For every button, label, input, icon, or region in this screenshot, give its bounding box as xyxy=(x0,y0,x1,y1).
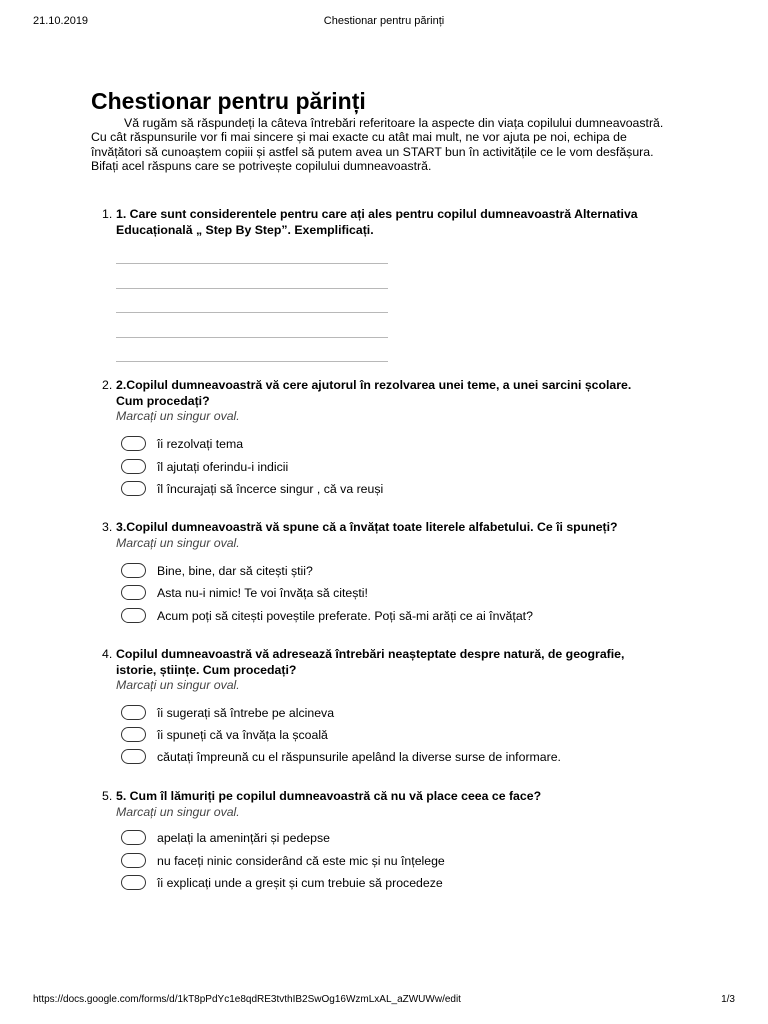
radio-option[interactable] xyxy=(0,875,768,893)
question-text: 1. Care sunt considerentele pentru care ați ales pentru copilul dumneavoastră Alternativa Educațională „ Step By Step”. Exemplificați. xyxy=(116,207,638,237)
answer-line[interactable] xyxy=(116,337,388,338)
radio-oval[interactable] xyxy=(121,436,146,451)
radio-option[interactable] xyxy=(0,585,768,603)
radio-option[interactable] xyxy=(0,436,768,454)
option-label: căutați împreună cu el răspunsurile apelând la diverse surse de informare. xyxy=(157,750,561,764)
option-label: îi explicați unde a greșit și cum trebuie să procedeze xyxy=(157,876,443,890)
radio-oval[interactable] xyxy=(121,727,146,742)
print-title: Chestionar pentru părinți xyxy=(323,15,445,27)
answer-line[interactable] xyxy=(116,263,388,264)
question-number: 2. xyxy=(102,378,113,392)
option-label: Asta nu-i nimic! Te voi învăța să citești! xyxy=(157,586,368,600)
question-number: 5. xyxy=(102,789,113,803)
question-hint: Marcați un singur oval. xyxy=(116,805,240,819)
radio-option[interactable] xyxy=(0,830,768,848)
option-label: îi rezolvați tema xyxy=(157,437,244,451)
radio-oval[interactable] xyxy=(121,749,146,764)
question-hint: Marcați un singur oval. xyxy=(116,536,240,550)
form-description: Vă rugăm să răspundeți la câteva întrebări referitoare la aspecte din viața copilului dumneavoastră. Cu cât răspunsurile vor fi mai sincere și mai exacte cu atât mai mult, ne vor ajuta pe noi, echipa de învățători să cunoaștem copiii și astfel să putem avea un START bun în activitățile ce le vom desfășura. Bifați acel răspuns care se potrivește copilului dumneavoastră. xyxy=(91,116,664,174)
question-number: 3. xyxy=(102,520,113,534)
radio-option[interactable] xyxy=(0,853,768,871)
radio-option[interactable] xyxy=(0,608,768,626)
question-hint: Marcați un singur oval. xyxy=(116,678,240,692)
radio-oval[interactable] xyxy=(121,830,146,845)
answer-line[interactable] xyxy=(116,288,388,289)
radio-oval[interactable] xyxy=(121,563,146,578)
option-label: apelați la amenințări și pedepse xyxy=(157,831,330,845)
answer-line[interactable] xyxy=(116,312,388,313)
radio-option[interactable] xyxy=(0,705,768,723)
option-label: îl ajutați oferindu-i indicii xyxy=(157,460,289,474)
radio-oval[interactable] xyxy=(121,875,146,890)
radio-option[interactable] xyxy=(0,749,768,767)
radio-option[interactable] xyxy=(0,563,768,581)
question-text: 3.Copilul dumneavoastră vă spune că a învățat toate literele alfabetului. Ce îi spuneți? xyxy=(116,520,618,534)
question-number: 4. xyxy=(102,647,113,661)
question-hint: Marcați un singur oval. xyxy=(116,409,240,423)
question-number: 1. xyxy=(102,207,113,221)
radio-option[interactable] xyxy=(0,459,768,477)
form-title: Chestionar pentru părinți xyxy=(91,88,366,114)
option-label: Acum poți să citești poveștile preferate. Poți să-mi arăți ce ai învățat? xyxy=(157,609,533,623)
radio-oval[interactable] xyxy=(121,853,146,868)
radio-option[interactable] xyxy=(0,481,768,499)
radio-oval[interactable] xyxy=(121,705,146,720)
option-label: îl încurajați să încerce singur , că va reuși xyxy=(157,482,384,496)
question-text: 5. Cum îl lămuriți pe copilul dumneavoastră că nu vă place ceea ce face? xyxy=(116,789,542,803)
radio-oval[interactable] xyxy=(121,459,146,474)
question-text: 2.Copilul dumneavoastră vă cere ajutorul în rezolvarea unei teme, a unei sarcini școlare. Cum procedați? xyxy=(116,378,632,408)
option-label: îi spuneți că va învăța la școală xyxy=(157,728,328,742)
print-date: 21.10.2019 xyxy=(33,15,89,27)
radio-oval[interactable] xyxy=(121,585,146,600)
option-label: îi sugerați să întrebe pe alcineva xyxy=(157,706,335,720)
option-label: nu faceți ninic considerând că este mic și nu înțelege xyxy=(157,854,445,868)
radio-oval[interactable] xyxy=(121,608,146,623)
print-url: https://docs.google.com/forms/d/1kT8pPdYc1e8qdRE3tvthIB2SwOg16WzmLxAL_aZWUWw/edit xyxy=(33,994,461,1005)
answer-line[interactable] xyxy=(116,361,388,362)
page-number: 1/3 xyxy=(721,994,735,1005)
question-text: Copilul dumneavoastră vă adresează întrebări neașteptate despre natură, de geografie, istorie, științe. Cum procedați? xyxy=(116,647,625,677)
option-label: Bine, bine, dar să citești știi? xyxy=(157,564,313,578)
radio-option[interactable] xyxy=(0,727,768,745)
radio-oval[interactable] xyxy=(121,481,146,496)
